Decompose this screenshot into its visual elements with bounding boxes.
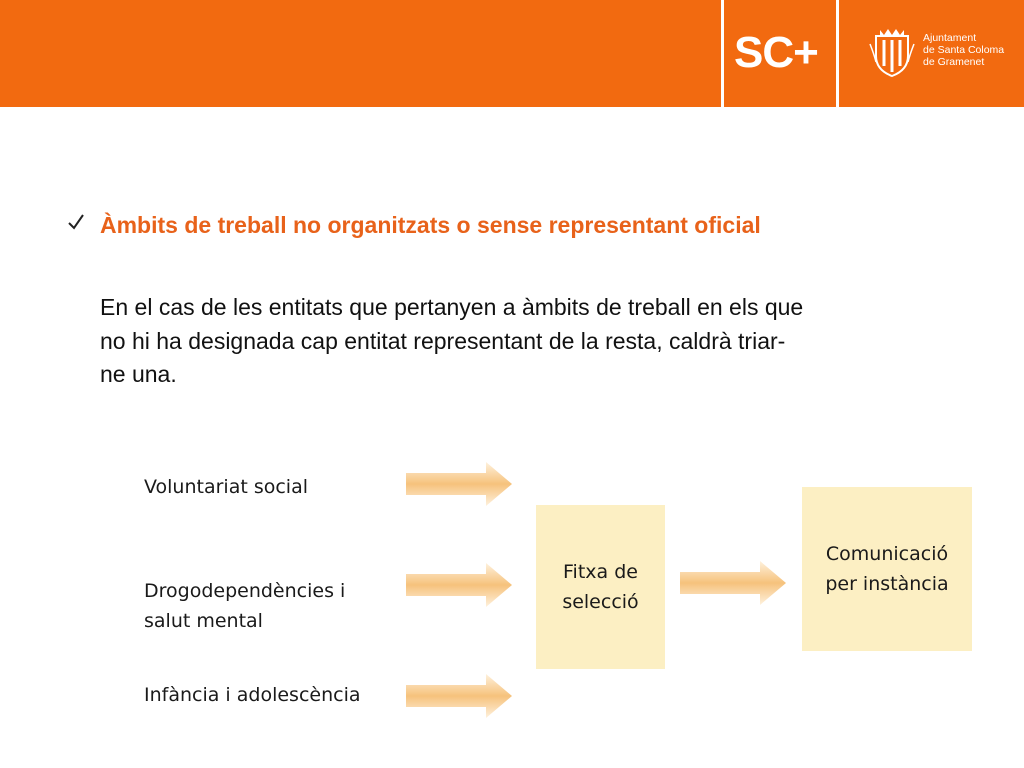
- source-label-line: Drogodependències i: [144, 580, 346, 602]
- arrow-right-icon: [406, 462, 514, 506]
- box-line: per instància: [825, 573, 949, 595]
- source-label-line: Voluntariat social: [144, 476, 308, 498]
- box-line: Comunicació: [825, 543, 949, 565]
- city-name: [923, 32, 1004, 68]
- source-label-drogodependencies: [144, 576, 345, 636]
- box-line: Fitxa de: [563, 561, 638, 583]
- selection-form-box: [536, 505, 665, 669]
- paragraph-line: En el cas de les entitats que pertanyen a àmbits de treball en els que: [100, 294, 804, 320]
- arrow-right-icon: [406, 563, 514, 607]
- city-name-line: Ajuntament: [923, 32, 977, 44]
- arrow-right-icon: [406, 674, 514, 718]
- body-paragraph: [100, 291, 980, 392]
- header-divider-left: [721, 0, 724, 107]
- paragraph-line: ne una.: [100, 361, 177, 387]
- source-label-infancia: [144, 680, 361, 710]
- arrow-right-icon: [680, 561, 788, 605]
- header-bar: [0, 0, 1024, 107]
- city-name-line: de Gramenet: [923, 56, 985, 68]
- header-divider-right: [836, 0, 839, 107]
- city-name-line: de Santa Coloma: [923, 44, 1005, 56]
- source-label-line: Infància i adolescència: [144, 684, 361, 706]
- source-label-voluntariat: [144, 472, 308, 502]
- checkmark-icon: [66, 212, 86, 232]
- brand-logo: SC+: [734, 28, 818, 77]
- communication-box: [802, 487, 972, 651]
- source-label-line: salut mental: [144, 610, 263, 632]
- city-crest-icon: [868, 26, 916, 78]
- box-line: selecció: [562, 591, 639, 613]
- paragraph-line: no hi ha designada cap entitat representant de la resta, caldrà triar-: [100, 327, 786, 354]
- section-heading: Àmbits de treball no organitzats o sense representant oficial: [100, 212, 761, 238]
